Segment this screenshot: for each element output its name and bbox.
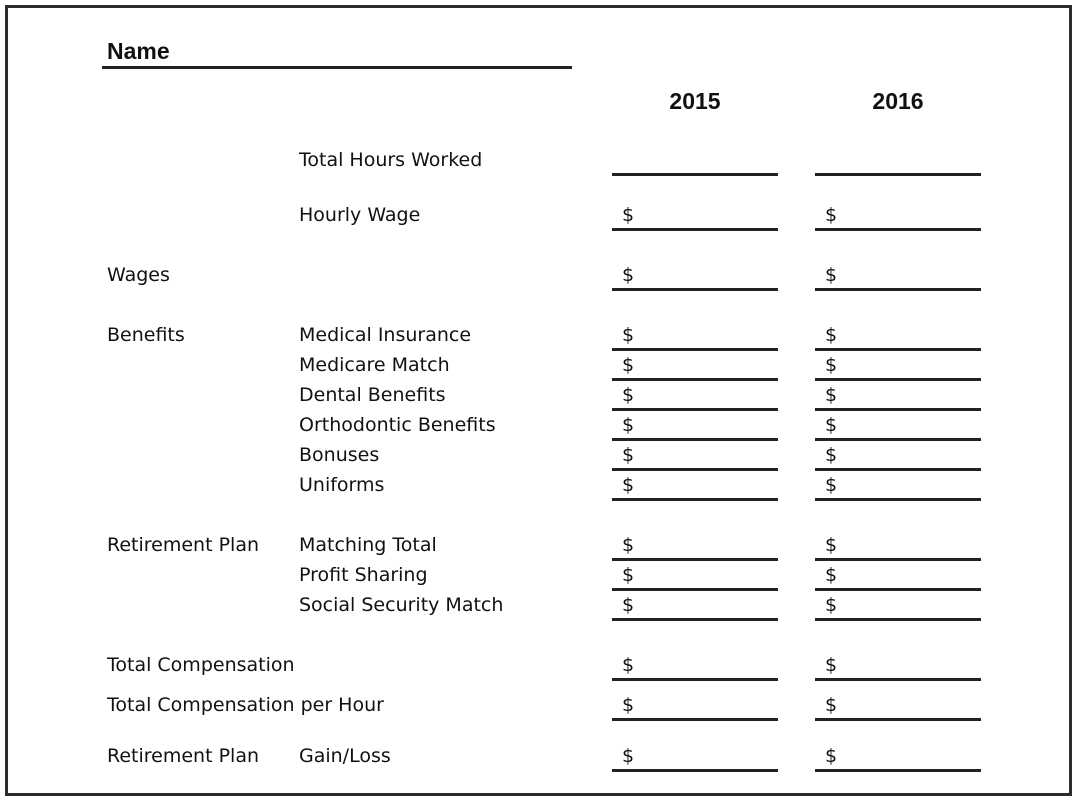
dental-benefits-2015-field[interactable] (612, 384, 778, 411)
retirement-plan-label: Retirement Plan (107, 534, 259, 556)
dollar-sign: $ (825, 414, 838, 436)
total-hours-2016-field[interactable] (815, 149, 981, 176)
total-compensation-2015-field[interactable] (612, 654, 778, 681)
orthodontic-benefits-2015-field[interactable] (612, 414, 778, 441)
bonuses-label: Bonuses (299, 444, 380, 466)
matching-total-2015-field[interactable] (612, 534, 778, 561)
total-compensation-per-hour-label: Total Compensation per Hour (107, 694, 384, 716)
dollar-sign: $ (622, 324, 635, 346)
social-security-match-2015-field[interactable] (612, 594, 778, 621)
dollar-sign: $ (622, 745, 635, 767)
dollar-sign: $ (825, 444, 838, 466)
hourly-wage-2015-field[interactable] (612, 204, 778, 231)
dollar-sign: $ (825, 594, 838, 616)
hourly-wage-2016-field[interactable] (815, 204, 981, 231)
medical-insurance-label: Medical Insurance (299, 324, 472, 346)
dollar-sign: $ (825, 264, 838, 286)
matching-total-2016-field[interactable] (815, 534, 981, 561)
dollar-sign: $ (825, 474, 838, 496)
dollar-sign: $ (622, 474, 635, 496)
dollar-sign: $ (825, 204, 838, 226)
total-compensation-2016-field[interactable] (815, 654, 981, 681)
uniforms-2016-field[interactable] (815, 474, 981, 501)
year-header-2016: 2016 (872, 88, 924, 114)
social-security-match-2016-field[interactable] (815, 594, 981, 621)
retirement-plan-gain-loss-category: Retirement Plan (107, 745, 259, 767)
name-label: Name (107, 38, 170, 64)
dental-benefits-label: Dental Benefits (299, 384, 446, 406)
dollar-sign: $ (622, 594, 635, 616)
dental-benefits-2016-field[interactable] (815, 384, 981, 411)
wages-2015-field[interactable] (612, 264, 778, 291)
social-security-match-label: Social Security Match (299, 594, 504, 616)
uniforms-label: Uniforms (299, 474, 385, 496)
total-hours-2015-field[interactable] (612, 149, 778, 176)
profit-sharing-2015-field[interactable] (612, 564, 778, 591)
dollar-sign: $ (622, 694, 635, 716)
orthodontic-benefits-label: Orthodontic Benefits (299, 414, 496, 436)
total-compensation-per-hour-2016-field[interactable] (815, 694, 981, 721)
matching-total-label: Matching Total (299, 534, 437, 556)
dollar-sign: $ (825, 694, 838, 716)
dollar-sign: $ (622, 534, 635, 556)
dollar-sign: $ (825, 745, 838, 767)
dollar-sign: $ (825, 384, 838, 406)
medical-insurance-2016-field[interactable] (815, 324, 981, 351)
name-input-line[interactable] (102, 66, 572, 69)
dollar-sign: $ (825, 654, 838, 676)
dollar-sign: $ (825, 324, 838, 346)
hourly-wage-label: Hourly Wage (299, 204, 421, 226)
dollar-sign: $ (622, 564, 635, 586)
gain-loss-2016-field[interactable] (815, 745, 981, 772)
dollar-sign: $ (825, 354, 838, 376)
medicare-match-2015-field[interactable] (612, 354, 778, 381)
bonuses-2015-field[interactable] (612, 444, 778, 471)
medicare-match-2016-field[interactable] (815, 354, 981, 381)
year-header-2015: 2015 (669, 88, 721, 114)
benefits-label: Benefits (107, 324, 185, 346)
dollar-sign: $ (622, 444, 635, 466)
gain-loss-label: Gain/Loss (299, 745, 391, 767)
dollar-sign: $ (622, 384, 635, 406)
gain-loss-2015-field[interactable] (612, 745, 778, 772)
dollar-sign: $ (825, 564, 838, 586)
dollar-sign: $ (825, 534, 838, 556)
total-hours-label: Total Hours Worked (299, 149, 483, 171)
dollar-sign: $ (622, 204, 635, 226)
total-compensation-label: Total Compensation (107, 654, 295, 676)
dollar-sign: $ (622, 654, 635, 676)
dollar-sign: $ (622, 414, 635, 436)
medicare-match-label: Medicare Match (299, 354, 450, 376)
bonuses-2016-field[interactable] (815, 444, 981, 471)
orthodontic-benefits-2016-field[interactable] (815, 414, 981, 441)
profit-sharing-label: Profit Sharing (299, 564, 428, 586)
dollar-sign: $ (622, 354, 635, 376)
total-compensation-per-hour-2015-field[interactable] (612, 694, 778, 721)
uniforms-2015-field[interactable] (612, 474, 778, 501)
profit-sharing-2016-field[interactable] (815, 564, 981, 591)
wages-label: Wages (107, 264, 170, 286)
wages-2016-field[interactable] (815, 264, 981, 291)
dollar-sign: $ (622, 264, 635, 286)
medical-insurance-2015-field[interactable] (612, 324, 778, 351)
